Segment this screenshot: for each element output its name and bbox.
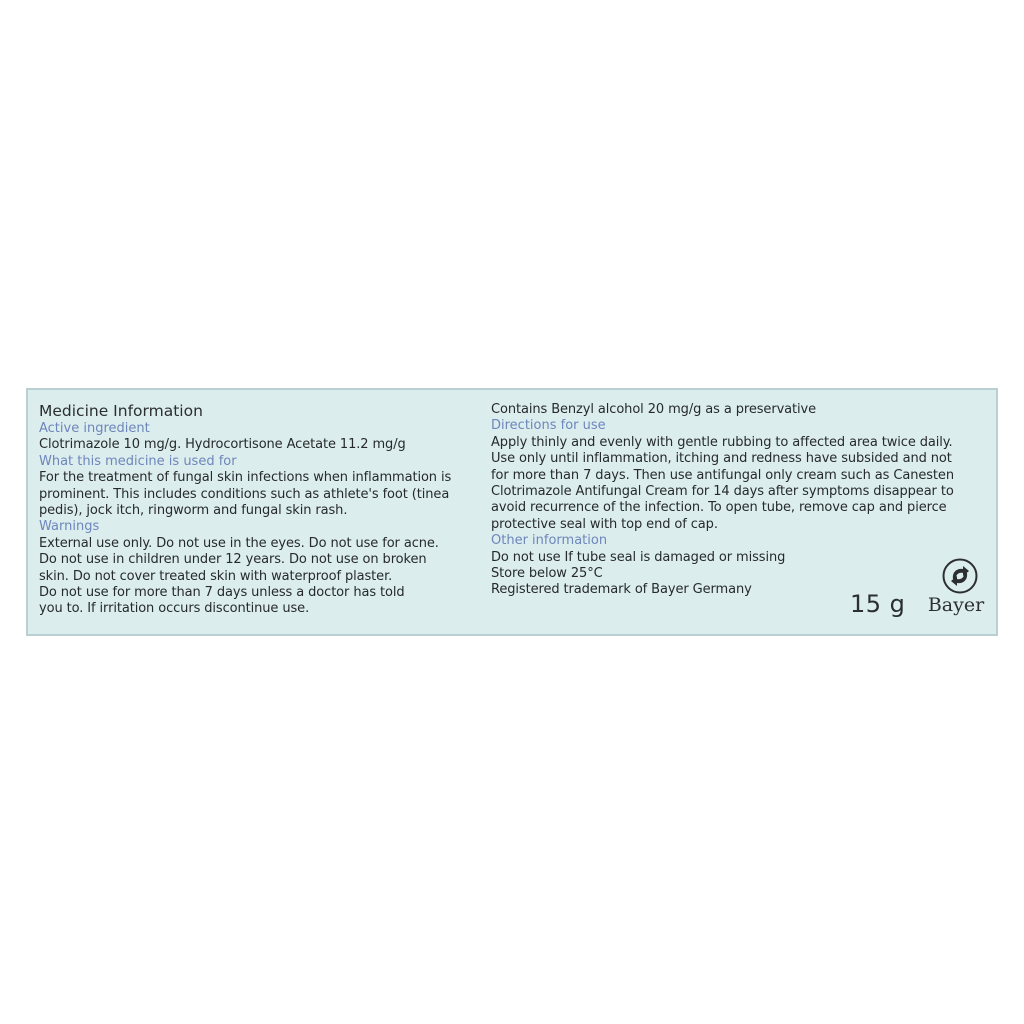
recycle-arrows-icon <box>942 558 978 594</box>
other-info-line: Store below 25°C <box>491 566 603 582</box>
brand-logo <box>924 558 988 618</box>
other-info-line: Registered trademark of Bayer Germany <box>491 582 752 598</box>
directions-line: avoid recurrence of the infection. To open tube, remove cap and pierce <box>491 500 947 516</box>
directions-line: Apply thinly and evenly with gentle rubbing to affected area twice daily. <box>491 434 953 450</box>
other-info-heading: Other information <box>491 533 608 549</box>
right-column <box>491 402 991 599</box>
warnings-line: you to. If irritation occurs discontinue use. <box>39 601 310 617</box>
brand-name: Bayer <box>927 594 985 616</box>
directions-line: Clotrimazole Antifungal Cream for 14 days after symptoms disappear to <box>491 484 954 500</box>
directions-line: Use only until inflammation, itching and redness have subsided and not <box>491 451 952 467</box>
warnings-line: Do not use in children under 12 years. Do not use on broken <box>39 552 427 568</box>
active-ingredient-line: Clotrimazole 10 mg/g. Hydrocortisone Acetate 11.2 mg/g <box>39 437 406 453</box>
usage-line: prominent. This includes conditions such as athlete's foot (tinea <box>39 486 450 502</box>
net-weight: 15 g <box>850 590 906 618</box>
panel-title: Medicine Information <box>39 402 203 420</box>
medicine-info-panel <box>26 388 998 636</box>
warnings-heading: Warnings <box>39 519 100 535</box>
other-info-line: Do not use If tube seal is damaged or missing <box>491 549 786 565</box>
preservative-line: Contains Benzyl alcohol 20 mg/g as a preservative <box>491 402 817 417</box>
usage-line: pedis), jock itch, ringworm and fungal skin rash. <box>39 503 348 519</box>
directions-line: for more than 7 days. Then use antifungal only cream such as Canesten <box>491 467 954 483</box>
directions-heading: Directions for use <box>491 418 606 434</box>
warnings-line: skin. Do not cover treated skin with waterproof plaster. <box>39 568 393 584</box>
usage-heading: What this medicine is used for <box>39 453 237 469</box>
warnings-line: External use only. Do not use in the eyes. Do not use for acne. <box>39 535 439 551</box>
directions-line: protective seal with top end of cap. <box>491 516 718 532</box>
active-ingredient-heading: Active ingredient <box>39 421 150 436</box>
left-column <box>39 402 494 618</box>
warnings-line: Do not use for more than 7 days unless a doctor has told <box>39 585 405 601</box>
usage-line: For the treatment of fungal skin infections when inflammation is <box>39 470 452 486</box>
